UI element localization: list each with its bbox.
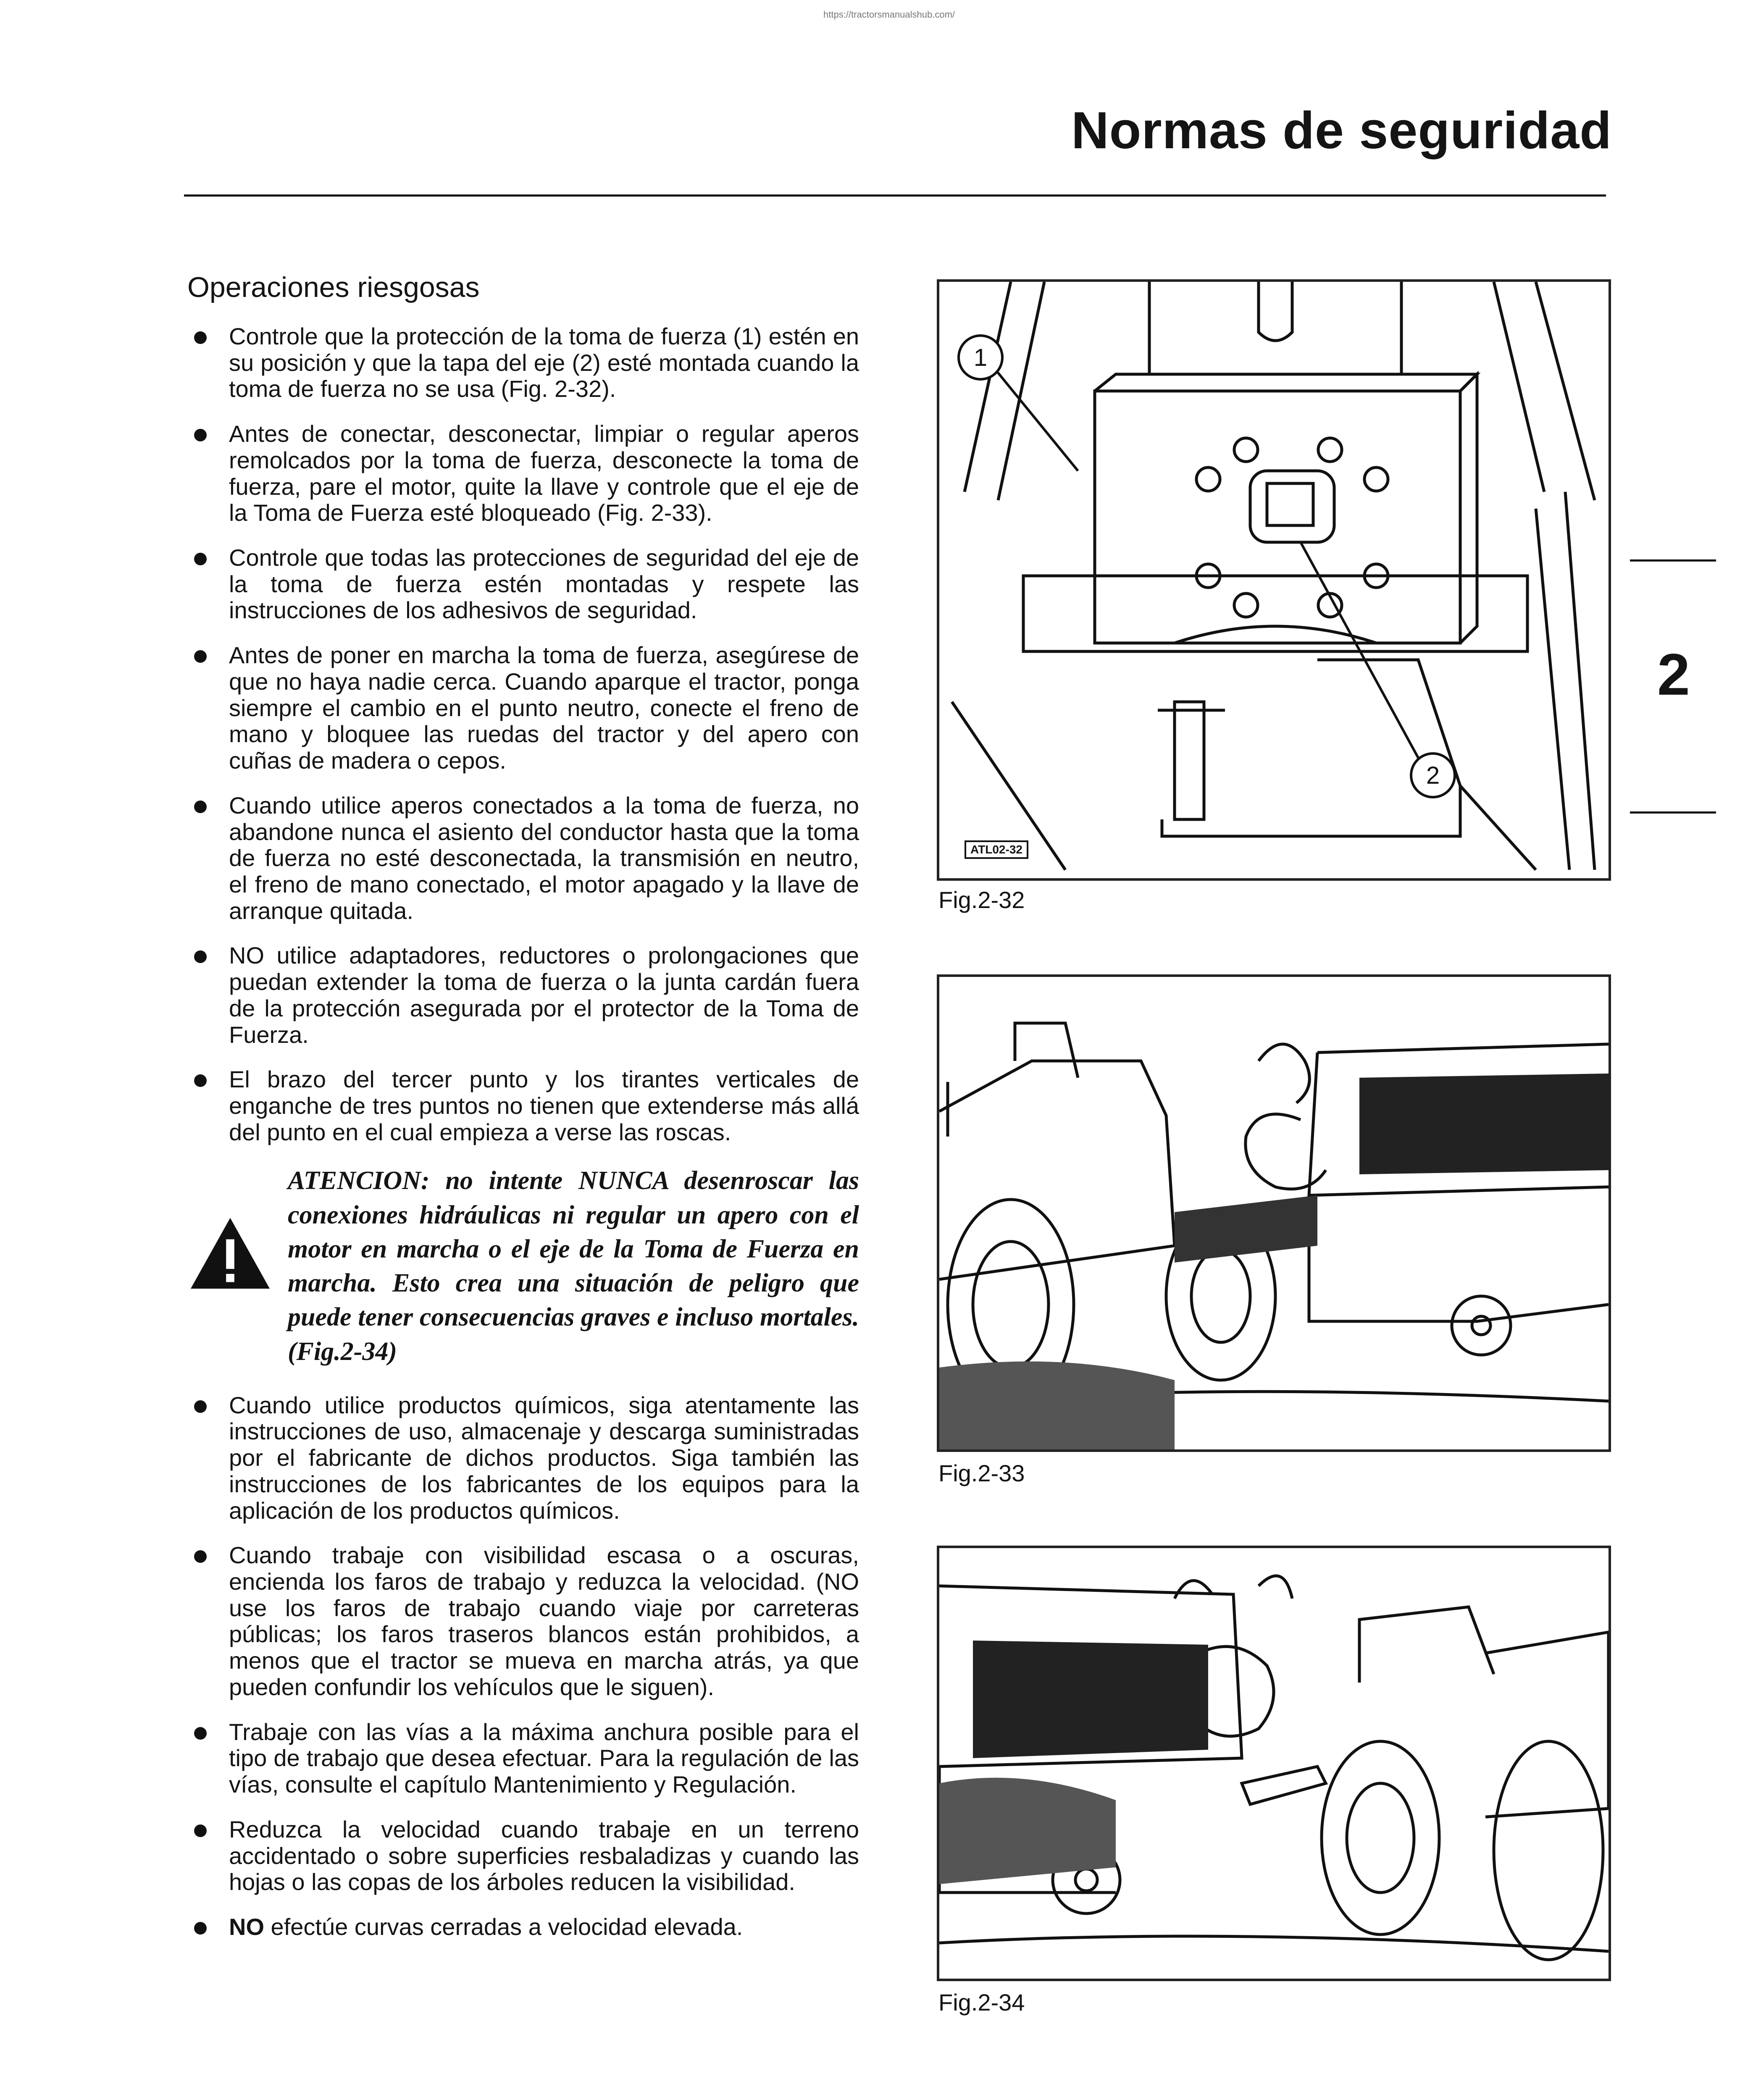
hydraulic-accident-illustration bbox=[939, 1548, 1609, 1979]
bullet-icon bbox=[194, 553, 207, 565]
tractor-accident-illustration bbox=[939, 977, 1609, 1449]
figure-caption: Fig.2-33 bbox=[938, 1460, 1025, 1486]
list-item: Antes de conectar, desconectar, limpiar o regular aperos remolcados por la toma de fuerza, desconecte la toma de fuerza, pare el motor, quite la llave y controle que el eje de la Toma de Fuerza esté bloqueado (Fig. 2-33). bbox=[185, 421, 859, 526]
warning-icon bbox=[189, 1216, 271, 1291]
bullet-icon bbox=[194, 331, 207, 344]
warning-text: ATENCION: no intente NUNCA desenroscar las conexiones hidráulicas ni regular un apero con el motor en marcha o el eje de la Toma de Fuerza en marcha. Esto crea una situación de peligro que puede tener consecuencias graves e incluso mortales.(Fig.2-34) bbox=[288, 1166, 859, 1366]
bullet-icon bbox=[194, 1074, 207, 1087]
figure-hydraulic-accident bbox=[937, 1546, 1611, 1981]
bullet-icon bbox=[194, 1550, 207, 1563]
list-item: Antes de poner en marcha la toma de fuerza, asegúrese de que no haya nadie cerca. Cuando aparque el tractor, ponga siempre el cambio en el punto neutro, conecte el freno de mano y bloquee las ruedas del tractor y del apero con cuñas de madera o cepos. bbox=[185, 642, 859, 774]
list-item: El brazo del tercer punto y los tirantes verticales de enganche de tres puntos no tienen que extenderse más allá del punto en el cual empieza a verse las roscas. bbox=[185, 1066, 859, 1145]
figure-caption: Fig.2-32 bbox=[938, 887, 1025, 913]
bullet-icon bbox=[194, 801, 207, 813]
list-item: Cuando utilice productos químicos, siga atentamente las instrucciones de uso, almacenaje y descarga suministradas por el fabricante de dichos productos. Siga también las instrucciones de los fabricantes de los equipos para la aplicación de los productos químicos. bbox=[185, 1392, 859, 1524]
bullet-icon bbox=[194, 1727, 207, 1740]
bullet-icon bbox=[194, 429, 207, 441]
list-item: Cuando utilice aperos conectados a la toma de fuerza, no abandone nunca el asiento del conductor hasta que la toma de fuerza no esté desconectada, la transmisión en neutro, el freno de mano conectado, el motor apagado y la llave de arranque quitada. bbox=[185, 793, 859, 924]
pto-guard-illustration bbox=[939, 282, 1609, 878]
figure-code: ATL02-32 bbox=[965, 840, 1028, 859]
list-item: Trabaje con las vías a la máxima anchura posible para el tipo de trabajo que desea efectuar. Para la regulación de las vías, consulte el capítulo Mantenimiento y Regulación. bbox=[185, 1719, 859, 1798]
chapter-tab-rule bbox=[1630, 559, 1716, 562]
bullet-icon bbox=[194, 1922, 207, 1935]
section-title: Operaciones riesgosas bbox=[187, 271, 480, 303]
figure-caption: Fig.2-34 bbox=[938, 1989, 1025, 2016]
list-item: Controle que la protección de la toma de fuerza (1) estén en su posición y que la tapa del eje (2) esté montada cuando la toma de fuerza no se usa (Fig. 2-32). bbox=[185, 323, 859, 402]
bullet-icon bbox=[194, 950, 207, 963]
list-item: Cuando trabaje con visibilidad escasa o a oscuras, encienda los faros de trabajo y reduzca la velocidad. (NO use los faros de trabajo cuando viaje por carreteras públicas; los faros traseros blancos están prohibidos, a menos que el tractor se mueva en marcha atrás, ya que pueden confundir los vehículos que le siguen). bbox=[185, 1542, 859, 1700]
chapter-tab-rule bbox=[1630, 811, 1716, 814]
figure-tractor-accident bbox=[937, 974, 1611, 1452]
bullet-icon bbox=[194, 650, 207, 663]
list-item: NO utilice adaptadores, reductores o prolongaciones que puedan extender la toma de fuerza o la junta cardán fuera de la protección asegurada por el protector de la Toma de Fuerza. bbox=[185, 942, 859, 1048]
bullet-icon bbox=[194, 1400, 207, 1413]
text-column bbox=[185, 323, 859, 1959]
chapter-number: 2 bbox=[1657, 641, 1690, 707]
list-item: NO efectúe curvas cerradas a velocidad elevada. bbox=[185, 1914, 859, 1940]
bullet-icon bbox=[194, 1824, 207, 1837]
figure-pto-guard bbox=[937, 279, 1611, 881]
callout-2: 2 bbox=[1426, 762, 1440, 789]
page-title: Normas de seguridad bbox=[1071, 102, 1612, 160]
header-rule bbox=[184, 194, 1606, 197]
source-url: https://tractorsmanualshub.com/ bbox=[823, 9, 955, 20]
list-item: Reduzca la velocidad cuando trabaje en un terreno accidentado o sobre superficies resbaladizas y cuando las hojas o las copas de los árboles reducen la visibilidad. bbox=[185, 1816, 859, 1895]
list-item: Controle que todas las protecciones de seguridad del eje de la toma de fuerza estén montadas y respete las instrucciones de los adhesivos de seguridad. bbox=[185, 545, 859, 624]
callout-1: 1 bbox=[973, 344, 988, 371]
warning-block bbox=[185, 1164, 859, 1368]
